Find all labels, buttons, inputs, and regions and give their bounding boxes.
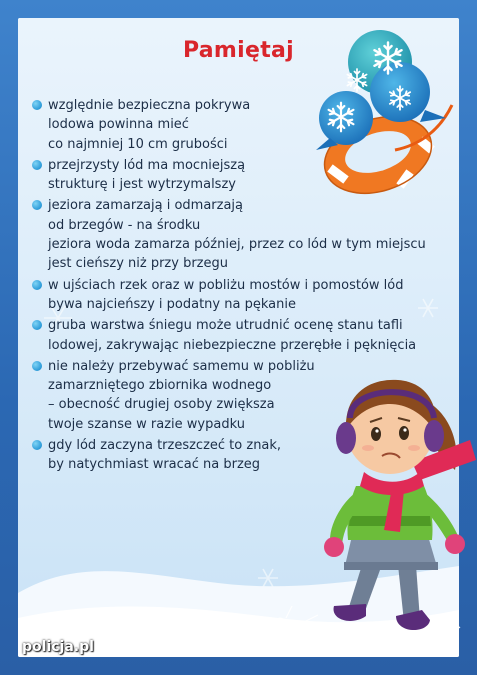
list-item [32,156,452,195]
tip-line: przejrzysty lód ma mocniejszą [48,157,246,173]
bullet-icon [32,440,42,450]
list-item [32,357,452,434]
list-item [32,96,452,154]
list-item [32,316,452,355]
watermark: policja.pl [22,639,94,655]
tip-line: gdy lód zaczyna trzeszczeć to znak, [48,438,282,454]
tip-line: – obecność drugiej osoby zwiększa [48,397,275,413]
tip-line: lodowa powinna mieć [48,117,189,133]
tip-line: bywa najcieńszy i podatny na pękanie [48,296,296,312]
bullet-icon [32,320,42,330]
tip-line: nie należy przebywać samemu w pobliżu [48,358,315,374]
list-item [32,276,452,315]
tip-line: twoje szanse w razie wypadku [48,416,245,432]
tip-line: jest cieńszy niż przy brzegu [48,256,228,272]
bullet-icon [32,160,42,170]
bullet-icon [32,100,42,110]
tip-line: od brzegów - na środku [48,217,201,233]
bullet-icon [32,200,42,210]
tip-line: jeziora woda zamarza później, przez co lód w tym miejscu [48,237,426,253]
tip-line: by natychmiast wracać na brzeg [48,457,261,473]
list-item [32,436,452,475]
info-card [18,18,459,657]
tip-line: gruba warstwa śniegu może utrudnić ocenę stanu tafli [48,318,403,334]
tip-line: strukturę i jest wytrzymalszy [48,177,236,193]
bullet-icon [32,280,42,290]
tip-line: co najmniej 10 cm grubości [48,136,228,152]
tips-list [32,96,452,477]
bullet-icon [32,361,42,371]
tip-line: w ujściach rzek oraz w pobliżu mostów i pomostów lód [48,277,404,293]
list-item [32,196,452,273]
tip-line: względnie bezpieczna pokrywa [48,98,251,113]
tip-line: jeziora zamarzają i odmarzają [48,198,243,214]
tip-line: zamarzniętego zbiornika wodnego [48,378,272,394]
tip-line: lodowej, zakrywając niebezpieczne przerębłe i pęknięcia [48,337,417,353]
page-title: Pamiętaj [182,38,295,63]
